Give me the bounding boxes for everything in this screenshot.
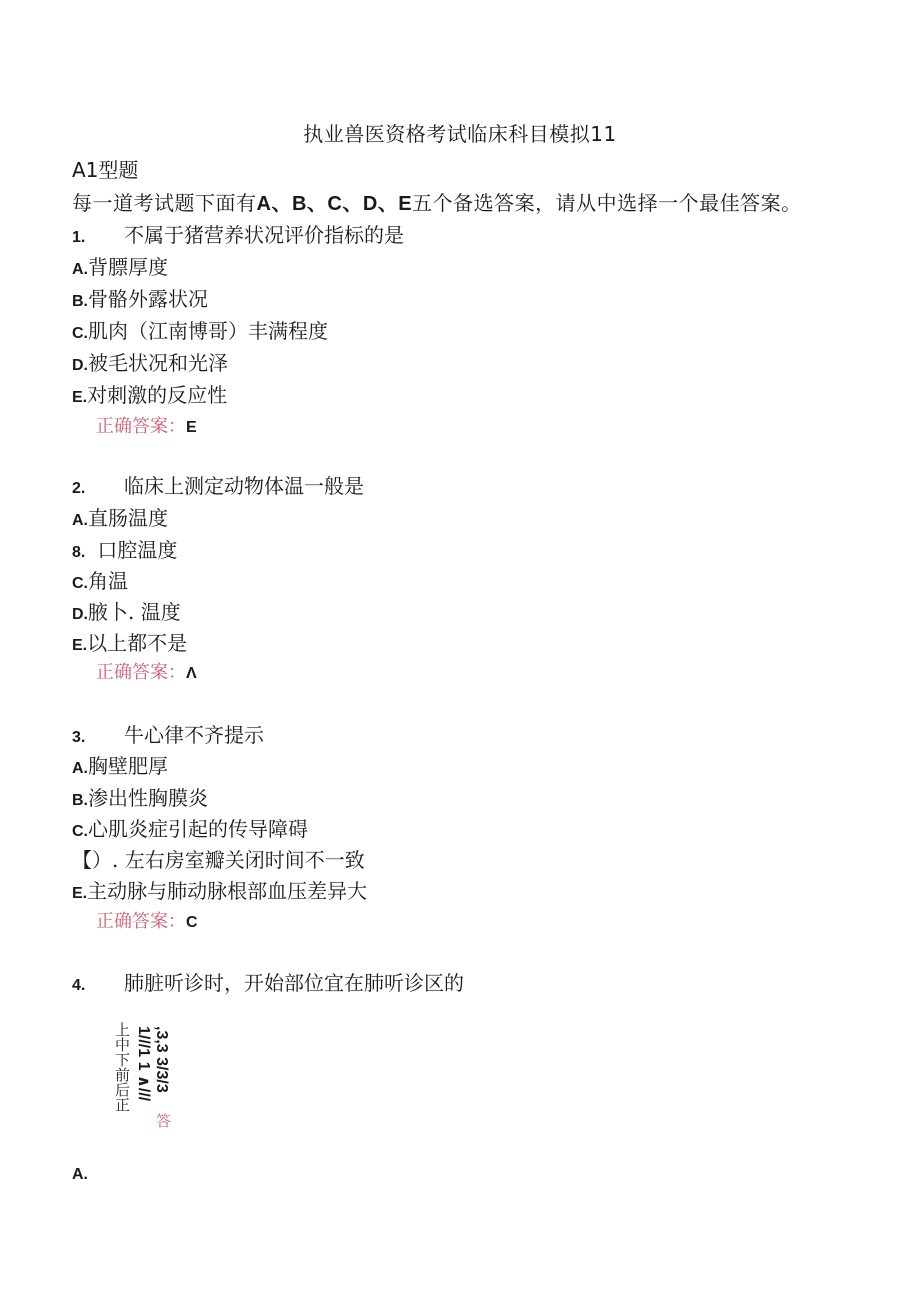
question-2 <box>72 470 364 499</box>
option-label: E. <box>72 637 88 654</box>
option-label: C. <box>72 823 88 840</box>
question-3 <box>72 719 264 748</box>
option <box>72 283 208 312</box>
option-text: 腋卜. 温度 <box>88 600 181 624</box>
option <box>72 379 227 408</box>
option-label: 【） <box>72 848 112 872</box>
question-text: 不属于猪营养状况评价指标的是 <box>124 223 404 247</box>
question-number: 2. <box>72 480 86 497</box>
option-text: 胸壁肥厚 <box>88 754 168 778</box>
answer-value: C <box>186 914 198 931</box>
option <box>72 502 168 531</box>
option-text: . 左右房室瓣关闭时间不一致 <box>112 848 365 872</box>
vertical-marks-2: ,3,3 3/3/3 <box>153 1026 170 1093</box>
option-text: 肌肉（江南博哥）丰满程度 <box>88 319 328 343</box>
option-label: B. <box>72 792 88 809</box>
option <box>72 534 177 563</box>
question-number: 3. <box>72 729 86 746</box>
option-label: A. <box>72 760 88 777</box>
option-text: 对刺激的反应性 <box>87 383 228 407</box>
option <box>72 750 168 779</box>
instruction-post: 五个备选答案，请从中选择一个最佳答案。 <box>412 191 802 215</box>
question-number: 1. <box>72 229 86 246</box>
option <box>72 627 187 656</box>
page-title: 执业兽医资格考试临床科目模拟11 <box>303 122 617 146</box>
question-1 <box>72 219 404 248</box>
section-heading: A1型题 <box>72 158 139 182</box>
answer-label: 正确答案： <box>96 911 186 932</box>
instruction-text <box>72 187 802 216</box>
option-label: 8. <box>72 544 86 561</box>
option-text: 被毛状况和光泽 <box>88 351 228 375</box>
trailing-option-label <box>72 1160 88 1184</box>
instruction-pre: 每一道考试题下面有 <box>72 191 257 215</box>
vertical-marks: 1///1 1 ∧/// <box>135 1026 152 1102</box>
option-label: B. <box>72 293 88 310</box>
vertical-answer-char: 答 <box>156 1112 172 1130</box>
correct-answer <box>96 412 197 438</box>
option-text: 骨骼外露状况 <box>88 287 208 311</box>
option <box>72 813 308 842</box>
question-text: 肺脏听诊时，开始部位宜在肺听诊区的 <box>124 971 464 995</box>
instruction-letters: A、B、C、D、E <box>256 193 413 215</box>
option <box>72 565 128 594</box>
option-label: C. <box>72 325 88 342</box>
vertical-option-chars: 上中下前后正 <box>113 1022 131 1112</box>
option <box>72 596 181 625</box>
option-text: 心肌炎症引起的传导障碍 <box>88 817 308 841</box>
option-label: C. <box>72 575 88 592</box>
option-text: 口腔温度 <box>97 538 178 562</box>
option-text: 直肠温度 <box>88 506 168 530</box>
option-text: 主动脉与肺动脉根部血压差异大 <box>87 879 368 903</box>
option <box>72 251 168 280</box>
option-label: A. <box>72 1166 88 1183</box>
answer-value: E <box>186 419 197 436</box>
option-text: 角温 <box>88 569 128 593</box>
option <box>72 347 228 376</box>
option-text: 渗出性胸膜炎 <box>88 786 208 810</box>
correct-answer <box>96 907 198 933</box>
option-label: D. <box>72 357 88 374</box>
answer-label: 正确答案： <box>96 662 186 683</box>
option <box>72 875 367 904</box>
question-text: 临床上测定动物体温一般是 <box>124 474 364 498</box>
question-number: 4. <box>72 977 86 994</box>
answer-label: 正确答案： <box>96 416 186 437</box>
correct-answer <box>96 658 197 684</box>
option-text: 以上都不是 <box>87 631 188 655</box>
option-label: D. <box>72 606 88 623</box>
option <box>72 315 328 344</box>
option-label: A. <box>72 512 88 529</box>
option-text: 背膘厚度 <box>88 255 168 279</box>
option-label: A. <box>72 261 88 278</box>
question-4 <box>72 967 464 996</box>
question-text: 牛心律不齐提示 <box>124 723 264 747</box>
answer-value: Λ <box>186 665 197 682</box>
option-label: E. <box>72 389 88 406</box>
option <box>72 782 208 811</box>
option <box>72 844 365 873</box>
option-label: E. <box>72 885 88 902</box>
